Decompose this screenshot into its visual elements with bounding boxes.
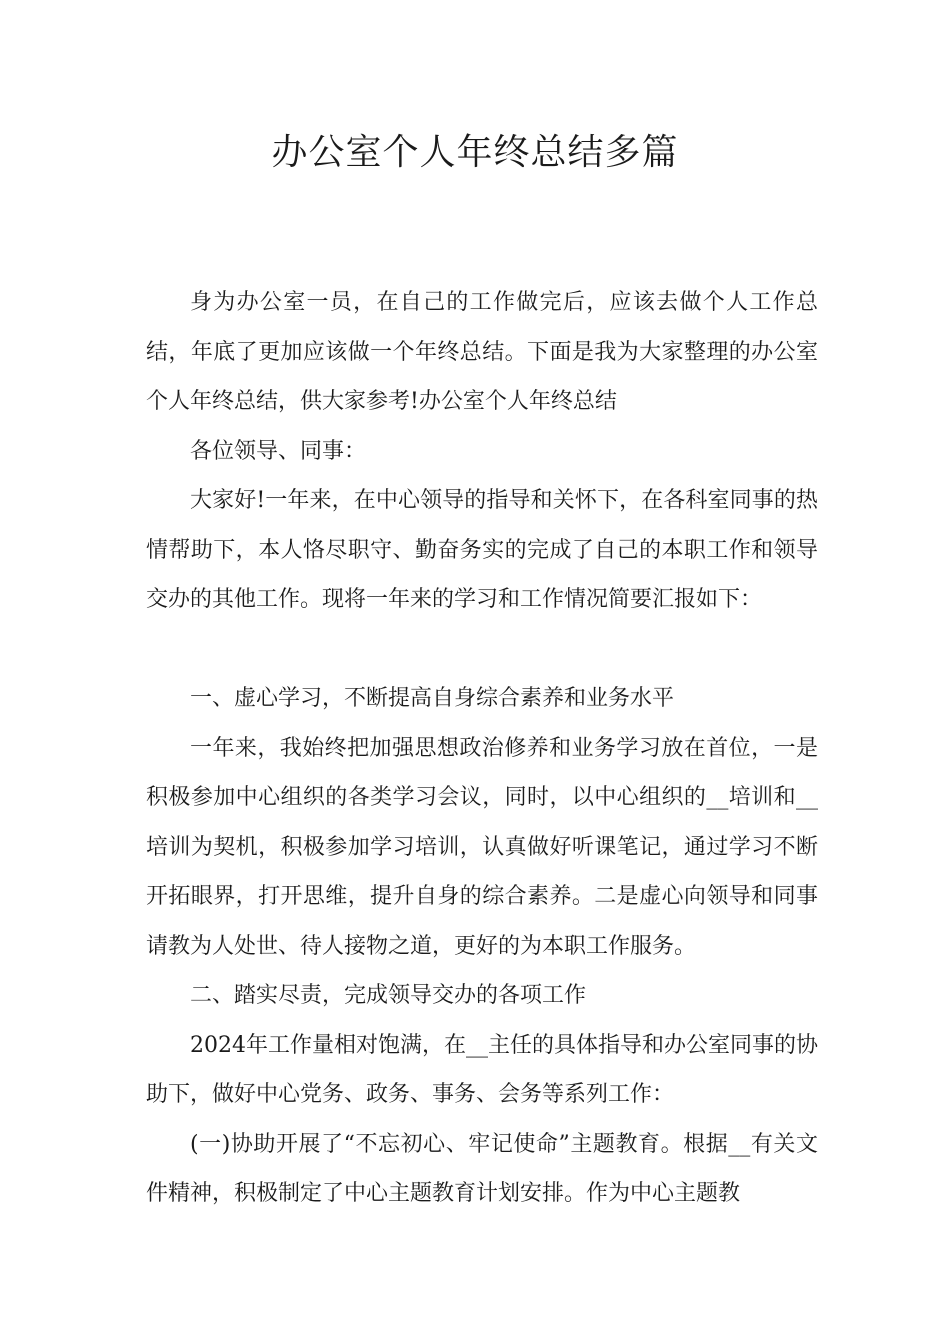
paragraph-salutation: 各位领导、同事： [190, 438, 367, 464]
paragraph-workload: 2024年工作量相对饱满，在__主任的具体指导和办公室同事的协助下，做好中心党务、政务、事务、会务等系列工作： [146, 1032, 818, 1107]
paragraph-intro: 身为办公室一员，在自己的工作做完后，应该去做个人工作总结，年底了更加应该做一个年终总结。下面是我为大家整理的办公室个人年终总结，供大家参考!办公室个人年终总结 [146, 290, 818, 414]
paragraph-item-1: (一)协助开展了“不忘初心、牢记使命”主题教育。根据__有关文件精神，积极制定了中心主题教育计划安排。作为中心主题教 [146, 1131, 818, 1206]
section-heading-1: 一、虚心学习，不断提高自身综合素养和业务水平 [190, 686, 675, 711]
section-heading-2: 二、踏实尽责，完成领导交办的各项工作 [190, 983, 587, 1008]
paragraph-study: 一年来，我始终把加强思想政治修养和业务学习放在首位，一是积极参加中心组织的各类学习会议，同时，以中心组织的__培训和__培训为契机，积极参加学习培训，认真做好听课笔记，通过学习不断开拓眼界，打开思维，提升自身的综合素养。二是虚心向领导和同事请教为人处世、待人接物之道，更好的为本职工作服务。 [146, 735, 818, 959]
paragraph-opening: 大家好!一年来，在中心领导的指导和关怀下，在各科室同事的热情帮助下，本人恪尽职守、勤奋务实的完成了自己的本职工作和领导交办的其他工作。现将一年来的学习和工作情况简要汇报如下： [146, 488, 818, 612]
document-title: 办公室个人年终总结多篇 [271, 132, 679, 173]
document-body [146, 278, 818, 1219]
